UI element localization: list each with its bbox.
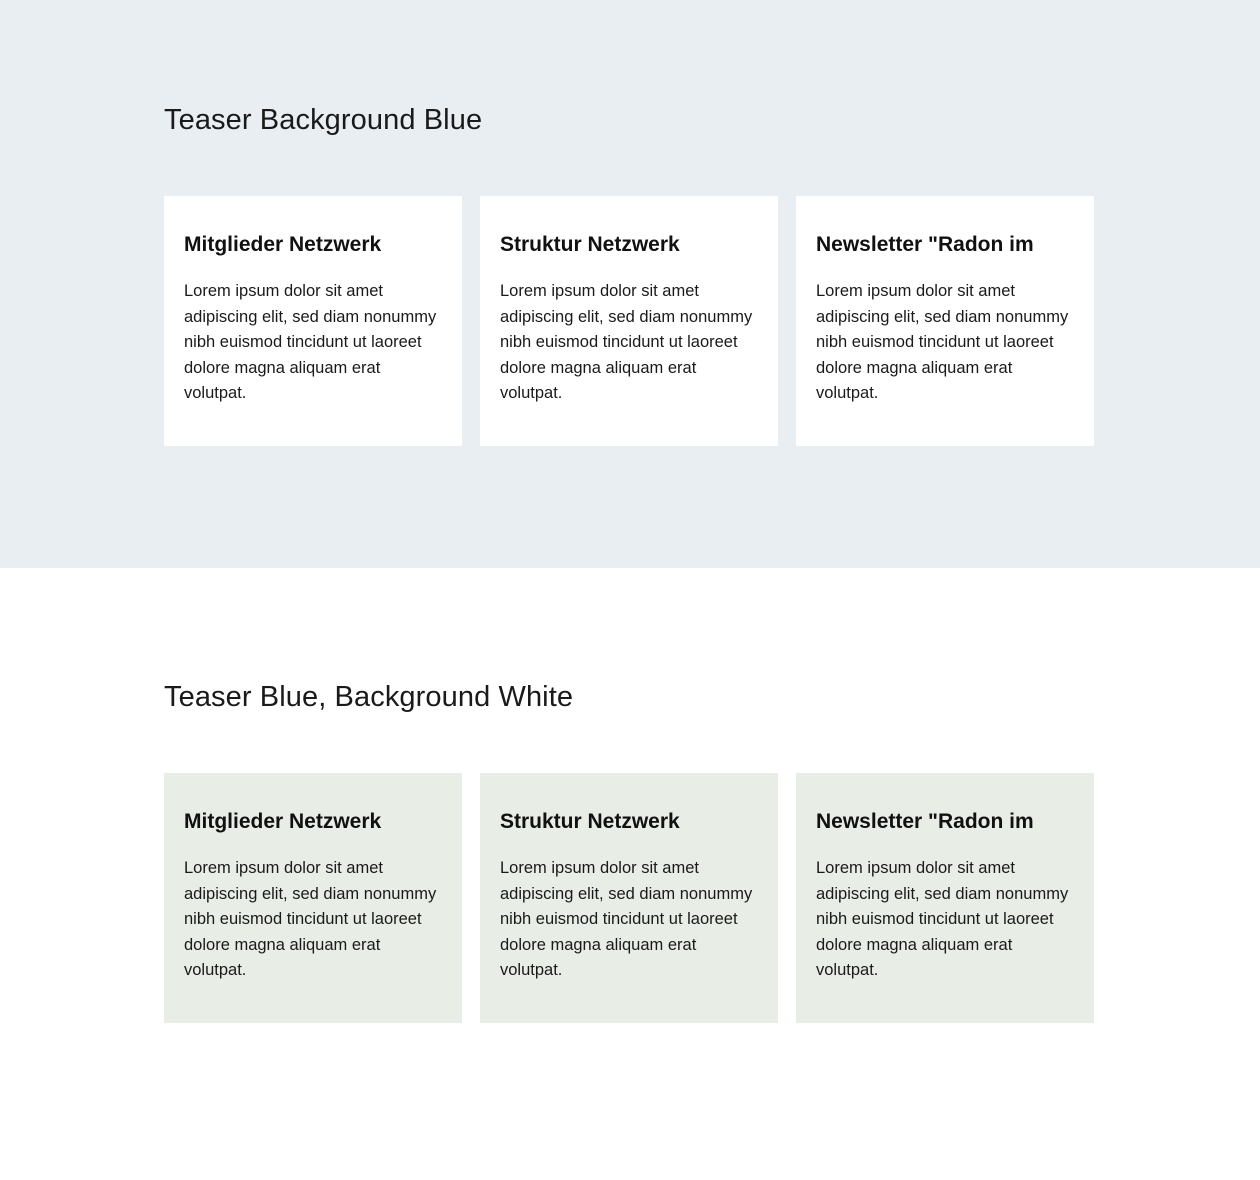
teaser-card[interactable] — [480, 196, 778, 446]
teaser-card-title: Struktur Netzwerk — [500, 233, 680, 256]
section-heading-white: Teaser Blue, Background White — [164, 681, 574, 713]
teaser-card-text: Lorem ipsum dolor sit amet adipiscing elit, sed diam nonummy nibh euismod tincidunt ut laoreet dolore magna aliquam erat volutpat. — [184, 859, 437, 980]
teaser-card-text: Lorem ipsum dolor sit amet adipiscing elit, sed diam nonummy nibh euismod tincidunt ut laoreet dolore magna aliquam erat volutpat. — [500, 859, 753, 980]
teaser-card-text: Lorem ipsum dolor sit amet adipiscing elit, sed diam nonummy nibh euismod tincidunt ut laoreet dolore magna aliquam erat volutpat. — [500, 282, 753, 403]
teaser-card-title: Newsletter "Radon im — [816, 233, 1034, 256]
teaser-card-text: Lorem ipsum dolor sit amet adipiscing elit, sed diam nonummy nibh euismod tincidunt ut laoreet dolore magna aliquam erat volutpat. — [184, 282, 437, 403]
teaser-card[interactable] — [796, 196, 1094, 446]
teaser-card-row-blue — [0, 196, 1260, 446]
teaser-card[interactable] — [164, 773, 462, 1023]
teaser-card-row-white — [0, 773, 1260, 1023]
teaser-section-blue — [0, 0, 1260, 568]
teaser-card-text: Lorem ipsum dolor sit amet adipiscing elit, sed diam nonummy nibh euismod tincidunt ut laoreet dolore magna aliquam erat volutpat. — [816, 859, 1069, 980]
teaser-card[interactable] — [164, 196, 462, 446]
teaser-card-title: Struktur Netzwerk — [500, 810, 680, 833]
teaser-card-title: Mitglieder Netzwerk — [184, 233, 382, 256]
teaser-card-text: Lorem ipsum dolor sit amet adipiscing elit, sed diam nonummy nibh euismod tincidunt ut laoreet dolore magna aliquam erat volutpat. — [816, 282, 1069, 403]
teaser-section-white — [0, 568, 1260, 1180]
teaser-card-title: Mitglieder Netzwerk — [184, 810, 382, 833]
teaser-card[interactable] — [796, 773, 1094, 1023]
teaser-card[interactable] — [480, 773, 778, 1023]
teaser-card-title: Newsletter "Radon im — [816, 810, 1034, 833]
section-heading-blue: Teaser Background Blue — [164, 104, 483, 136]
